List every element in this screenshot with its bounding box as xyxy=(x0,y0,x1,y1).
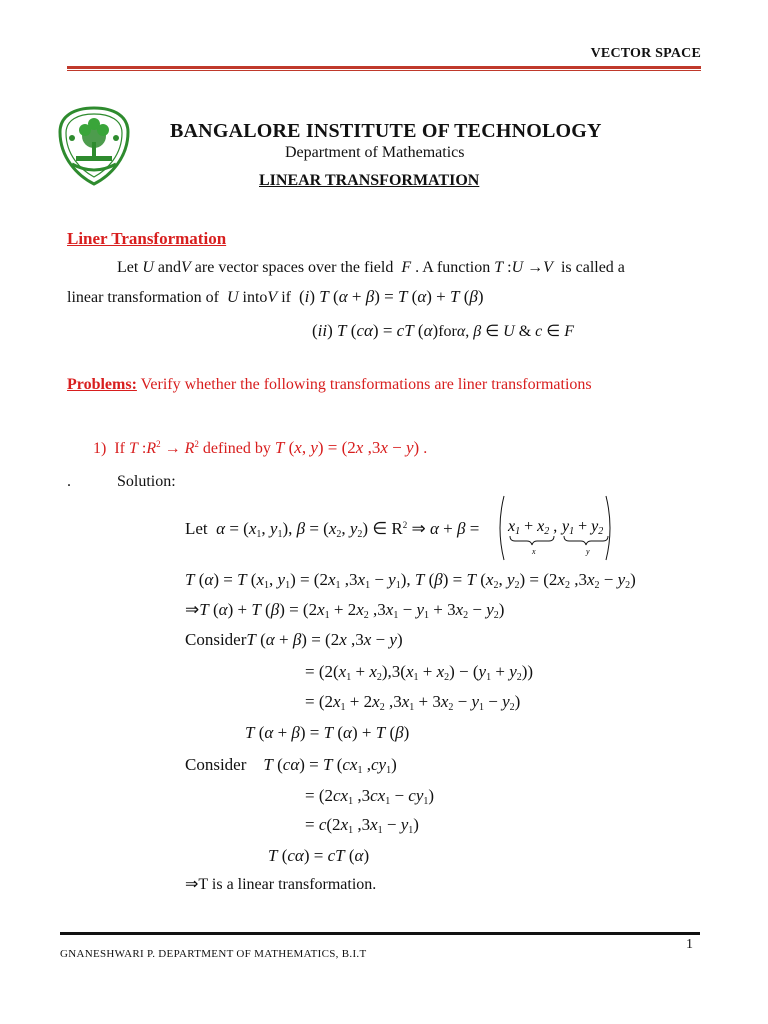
page-number: 1 xyxy=(686,937,693,952)
solution-line-2: T (α) = T ($x_1$, $y_1) = (2x_1$ $,3x_1 - y_1$), T (β) = T ($x_2$, $y_2) = (2x_2$ $,3x_2 - y_2$) xyxy=(185,570,636,591)
header-rule-thin xyxy=(67,70,701,71)
definition-line-1: Let U andV are vector spaces over the field F . A function T :U →V is called a xyxy=(117,259,625,276)
solution-line-5: = $(2(x_1 + x_2),3(x_1 + x_2) - (y_1 + y_2))$ xyxy=(305,662,534,683)
problems-label: Problems: xyxy=(67,376,137,393)
alpha-plus-beta-vector xyxy=(494,492,616,564)
department-name: Department of Mathematics xyxy=(285,144,465,161)
institution-name: BANGALORE INSTITUTE OF TECHNOLOGY xyxy=(170,120,602,142)
header-rule xyxy=(67,66,701,69)
solution-conclusion: ⇒T is a linear transformation. xyxy=(185,876,377,893)
footer-text: GNANESHWARI P. DEPARTMENT OF MATHEMATICS, B.I.T xyxy=(60,948,367,960)
problems-text: Verify whether the following transformations are liner transformations xyxy=(140,376,592,393)
solution-line-7: T (α + β) = T (α) + T (β) xyxy=(245,723,410,742)
vector-first-component: x1 + x2 , xyxy=(508,518,558,537)
vector-second-component: y1 + y2 xyxy=(562,518,604,537)
solution-line-3: ⇒T (α) + T $(\beta) = (2x_1 + 2x_2$ $,3x_1 - y_1 + 3x_2 - y_2$) xyxy=(185,600,505,621)
solution-line-4: ConsiderT (α + β) = (2x ,3x − y) xyxy=(185,630,403,649)
solution-line-8: Consider T (cα) = T ($cx_1$ $,cy_1$) xyxy=(185,755,397,776)
solution-label: Solution: xyxy=(117,473,176,490)
running-header: VECTOR SPACE xyxy=(590,46,701,61)
question-1: 1) If T $:R^2 \to R^2$ defined by T (x, y) = (2x ,3x − y) . xyxy=(93,438,428,457)
section-heading: Liner Transformation xyxy=(67,229,227,248)
solution-line-11: T (cα) = cT (α) xyxy=(268,846,370,865)
problems-statement xyxy=(67,376,592,394)
footer-rule xyxy=(60,932,700,935)
institute-logo-icon xyxy=(56,106,132,186)
definition-line-3: (ii) T (cα) = cT (α)forα, β ∈ U & c ∈ F xyxy=(312,321,574,340)
solution-line-9: = ($2cx_1$ $,3cx_1 - cy_1$) xyxy=(305,786,435,807)
definition-line-2: linear transformation of U intoV if (i) T (α + β) = T (α) + T (β) xyxy=(67,287,484,306)
solution-line-1: Let $\alpha = (x_1$, $y_1$), $\beta = (x_2$, $y_2$) ∈ $R^2$ ⇒ α + β = xyxy=(185,519,480,540)
solution-line-10: = $c(2x_1$ $,3x_1 - y_1$) xyxy=(305,815,419,836)
bullet-dot: . xyxy=(67,473,71,490)
topic-title: LINEAR TRANSFORMATION xyxy=(259,172,480,189)
solution-line-6: = ($2x_1 + 2x_2$ $,3x_1 + 3x_2 - y_1 - y_2$) xyxy=(305,692,521,713)
brace-label-x: x xyxy=(532,547,536,556)
brace-label-y: y xyxy=(586,547,590,556)
